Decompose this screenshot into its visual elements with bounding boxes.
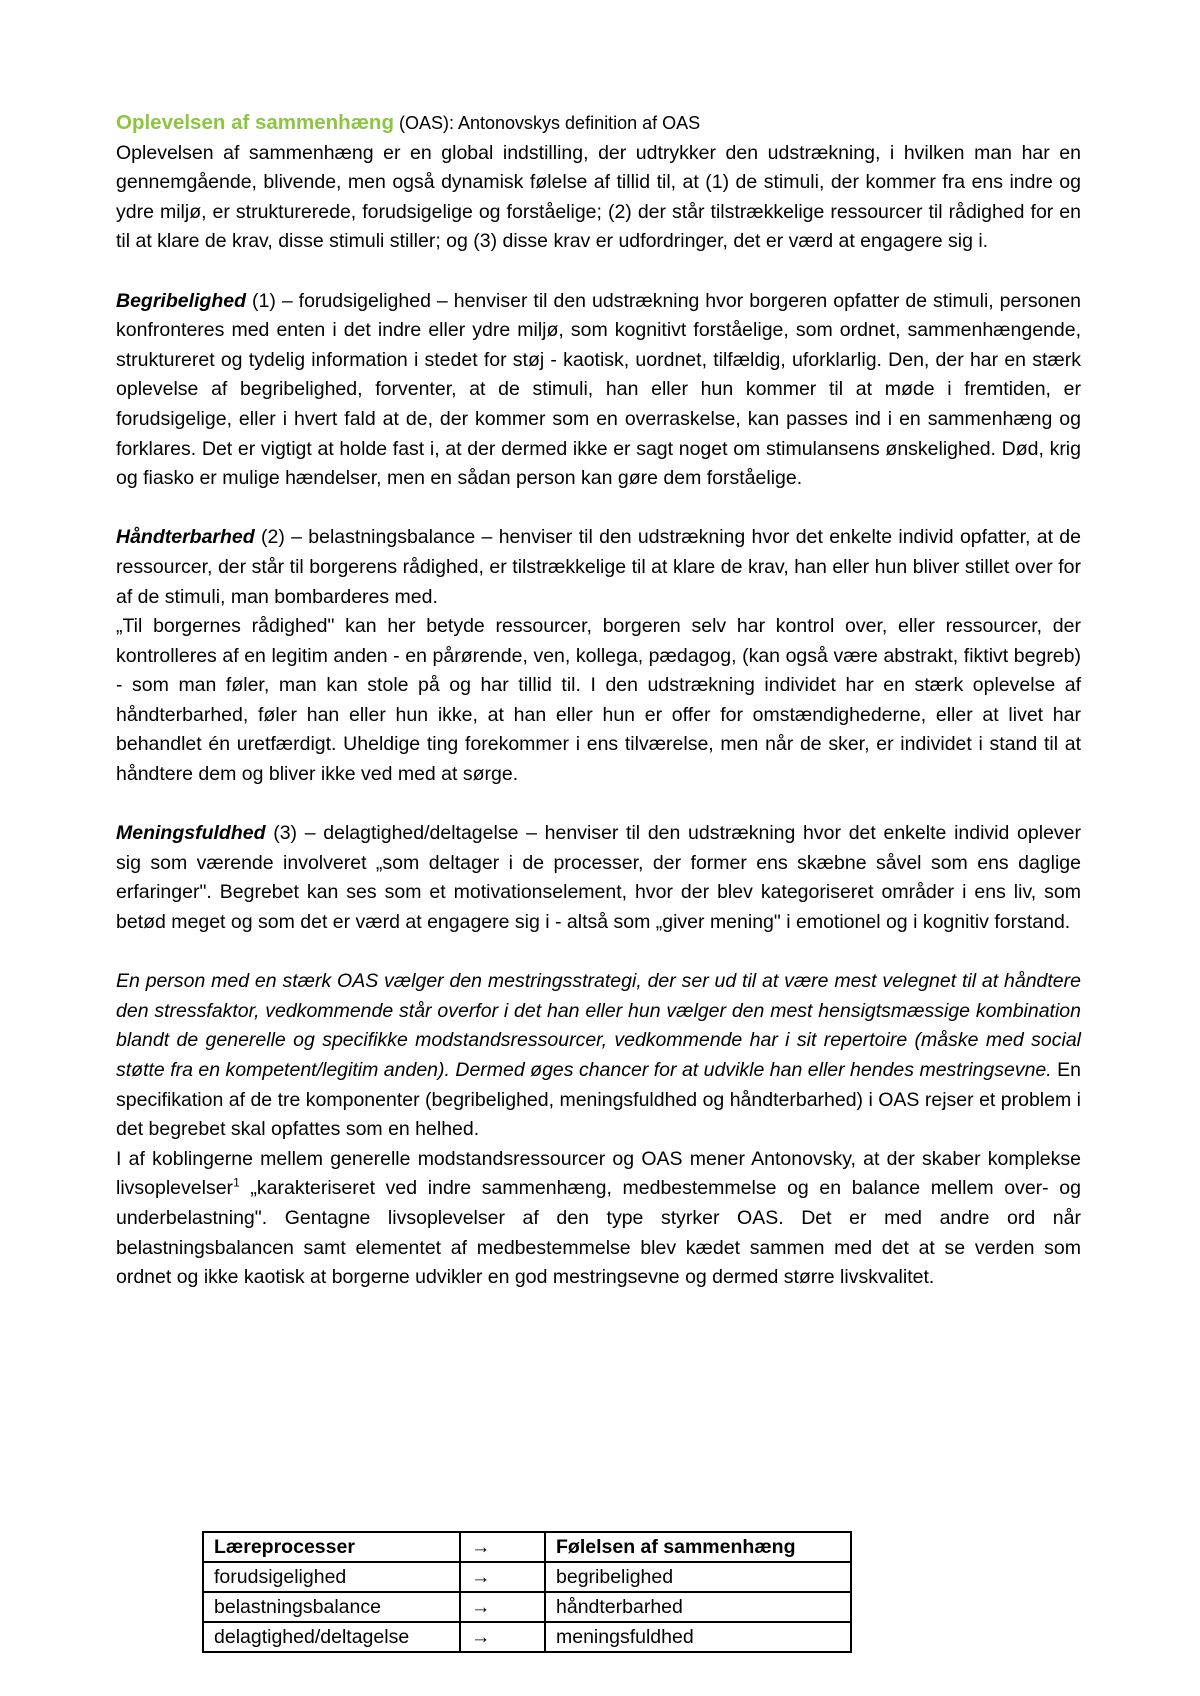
footnote-reference[interactable]: 1 [233,1175,240,1190]
final-text-1: I af koblingerne mellem generelle modstandsressourcer og OAS mener Antonovsky, at der skaber komplekse livsoplevelser [116,1147,1081,1200]
table-cell: delagtighed/deltagelse [203,1622,460,1652]
spacer [116,938,1081,968]
conclusion-italic: En person med en stærk OAS vælger den mestringsstrategi, der ser ud til at være mest velegnet til at håndtere den stressfaktor, vedkommende står overfor i det han eller hun vælger den mest hensigtsmæssige kombination blandt de generelle og specifikke modstandsressourcer, vedkommende har i sit repertoire (måske med social støtte fra en kompetent/legitim anden). Dermed øges chancer for at udvikle han eller hendes mestringsevne. [116,970,1081,1081]
intro-paragraph: Oplevelsen af sammenhæng er en global indstilling, der udtrykker den udstrækning, i hvilken man har en gennemgående, blivende, men også dynamisk følelse af tillid til, at (1) de stimuli, der kommer fra ens indre og ydre miljø, er strukturerede, forudsigelige og forståelige; (2) der står tilstrækkelige ressourcer til rådighed for en til at klare de krav, disse stimuli stiller; og (3) disse krav er udfordringer, det er værd at engagere sig i. [116,141,1081,253]
header-arrow: → [460,1532,545,1562]
conclusion-text: En specifikation af de tre komponenter (begribelighed, meningsfuldhed og håndterbarhed) i OAS rejser et problem i det begrebet skal opfattes som en helhed. [116,1059,1081,1141]
table-row [203,1622,851,1652]
header-cell: Læreprocesser [203,1532,460,1562]
term-meningsfuldhed: Meningsfuldhed [116,822,266,845]
begribelighed-paragraph [116,287,1081,494]
term-begribelighed: Begribelighed [116,289,247,312]
term-haandterbarhed: Håndterbarhed [116,526,255,549]
arrow-cell: → [460,1622,545,1652]
haandterbarhed-text: (2) – belastningsbalance – henviser til den udstrækning hvor det enkelte individ opfatter, at de ressourcer, der står til borgerens rådighed, er tilstrækkelige til at klare de krav, han eller hun bliver stillet over for af de stimuli, man bombarderes med. [116,526,1081,608]
table-header-row [203,1532,851,1562]
table-cell: belastningsbalance [203,1592,460,1622]
final-text-2: „karakteriseret ved indre sammenhæng, medbestemmelse og en balance mellem over- og underbelastning". Gentagne livsoplevelser af den type styrker OAS. Det er med andre ord når belastningsbalancen samt elementet af medbestemmelse blev kædet sammen med det at se verden som ordnet og ikke kaotisk at borgerne udvikler en god mestringsevne og dermed større livskvalitet. [116,1177,1081,1289]
haandterbarhed-paragraph-2: „Til borgernes rådighed" kan her betyde ressourcer, borgeren selv har kontrol over, eller ressourcer, der kontrolleres af en legitim anden - en pårørende, ven, kollega, pædagog, (kan også være abstrakt, fiktivt begreb) - som man føler, man kan stole på og har tillid til. I den udstrækning individet har en stærk oplevelse af håndterbarhed, føler han eller hun ikke, at han eller hun er offer for omstændighederne, eller at livet har behandlet én uretfærdigt. Uheldige ting forekommer i ens tilværelse, men når de sker, er individet i stand til at håndtere dem og bliver ikke ved med at sørge. [116,615,1081,786]
document-body [116,108,1081,1293]
begribelighed-text: (1) – forudsigelighed – henviser til den udstrækning hvor borgeren opfatter de stimuli, personen konfronteres med enten i det indre eller ydre miljø, som kognitivt forståelige, som ordnet, sammenhængende, struktureret og tydelig information i stedet for støj - kaotisk, uordnet, tilfældig, uforklarlig. Den, der har en stærk oplevelse af begribelighed, forventer, at de stimuli, han eller hun kommer til at møde i fremtiden, er forudsigelige, eller i hvert fald at de, der kommer som en overraskelse, kan passes ind i en sammenhæng og forklares. Det er vigtigt at holde fast i, at der dermed ikke er sagt noget om stimulansens ønskelighed. Død, krig og fiasko er mulige hændelser, men en sådan person kan gøre dem forståelige. [116,289,1081,490]
heading-subtitle: (OAS): Antonovskys definition af OAS [393,113,701,133]
heading-title: Oplevelsen af sammenhæng [116,111,394,134]
section-heading [116,108,1081,139]
arrow-cell: → [460,1592,545,1622]
table-row [203,1562,851,1592]
arrow-cell: → [460,1562,545,1592]
meningsfuldhed-text: (3) – delagtighed/deltagelse – henviser til den udstrækning hvor det enkelte individ oplever sig som værende involveret „som deltager i de processer, der former ens skæbne såvel som ens daglige erfaringer". Begrebet kan ses som et motivationselement, hvor der blev kategoriseret områder i ens liv, som betød meget og som det er værd at engagere sig i - altså som „giver mening" i emotionel og i kognitiv forstand. [116,822,1081,934]
final-paragraph [116,1145,1081,1293]
table-cell: forudsigelighed [203,1562,460,1592]
spacer [116,790,1081,820]
conclusion-paragraph [116,967,1081,1145]
haandterbarhed-paragraph [116,523,1081,612]
spacer [116,494,1081,524]
table-cell: begribelighed [545,1562,851,1592]
table-cell: håndterbarhed [545,1592,851,1622]
header-cell: Følelsen af sammenhæng [545,1532,851,1562]
learning-process-table [202,1531,852,1653]
table-row [203,1592,851,1622]
spacer [116,257,1081,287]
meningsfuldhed-paragraph [116,819,1081,937]
table-cell: meningsfuldhed [545,1622,851,1652]
